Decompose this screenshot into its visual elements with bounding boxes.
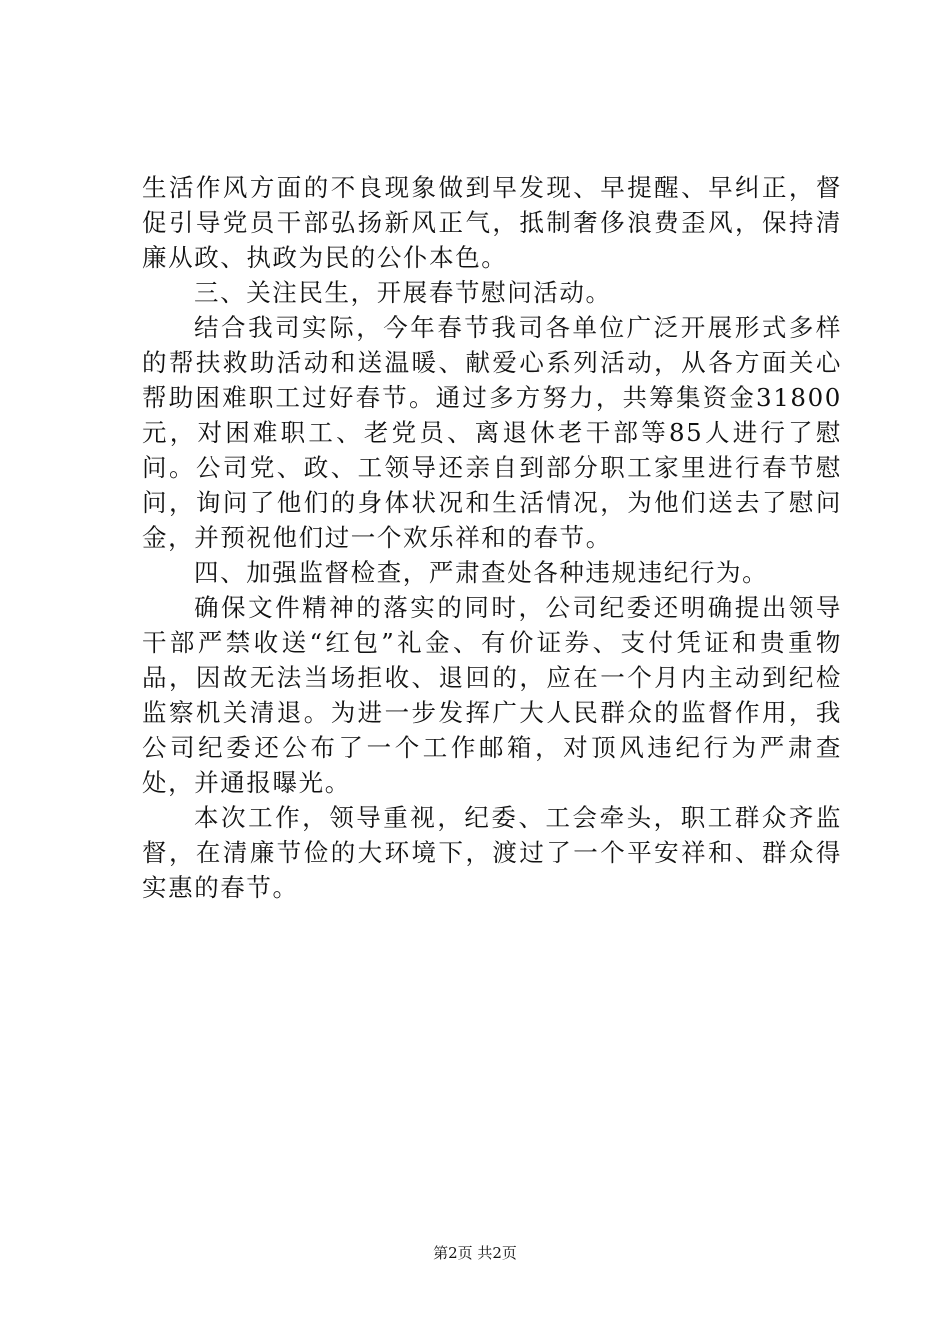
page-number-footer: 第2页 共2页 (433, 1244, 517, 1262)
document-body (142, 170, 842, 905)
paragraph-conclusion: 本次工作，领导重视，纪委、工会牵头，职工群众齐监督，在清廉节俭的大环境下，渡过了一个平安祥和、群众得实惠的春节。 (142, 803, 842, 902)
section-heading-3: 三、关注民生，开展春节慰问活动。 (194, 278, 612, 307)
paragraph-relief-activities: 结合我司实际，今年春节我司各单位广泛开展形式多样的帮扶救助活动和送温暖、献爱心系列活动，从各方面关心帮助困难职工过好春节。通过多方努力，共筹集资金31800元，对困难职工、老党员、离退休老干部等85人进行了慰问。公司党、政、工领导还亲自到部分职工家里进行春节慰问，询问了他们的身体状况和生活情况，为他们送去了慰问金，并预祝他们过一个欢乐祥和的春节。 (142, 313, 842, 552)
section-heading-4: 四、加强监督检查，严肃查处各种违规违纪行为。 (194, 558, 769, 587)
paragraph-supervision: 确保文件精神的落实的同时，公司纪委还明确提出领导干部严禁收送“红包”礼金、有价证券、支付凭证和贵重物品，因故无法当场拒收、退回的，应在一个月内主动到纪检监察机关清退。为进一步发挥广大人民群众的监督作用，我公司纪委还公布了一个工作邮箱，对顶风违纪行为严肃查处，并通报曝光。 (142, 593, 842, 797)
paragraph-continuation: 生活作风方面的不良现象做到早发现、早提醒、早纠正，督促引导党员干部弘扬新风正气，抵制奢侈浪费歪风，保持清廉从政、执政为民的公仆本色。 (142, 173, 842, 272)
